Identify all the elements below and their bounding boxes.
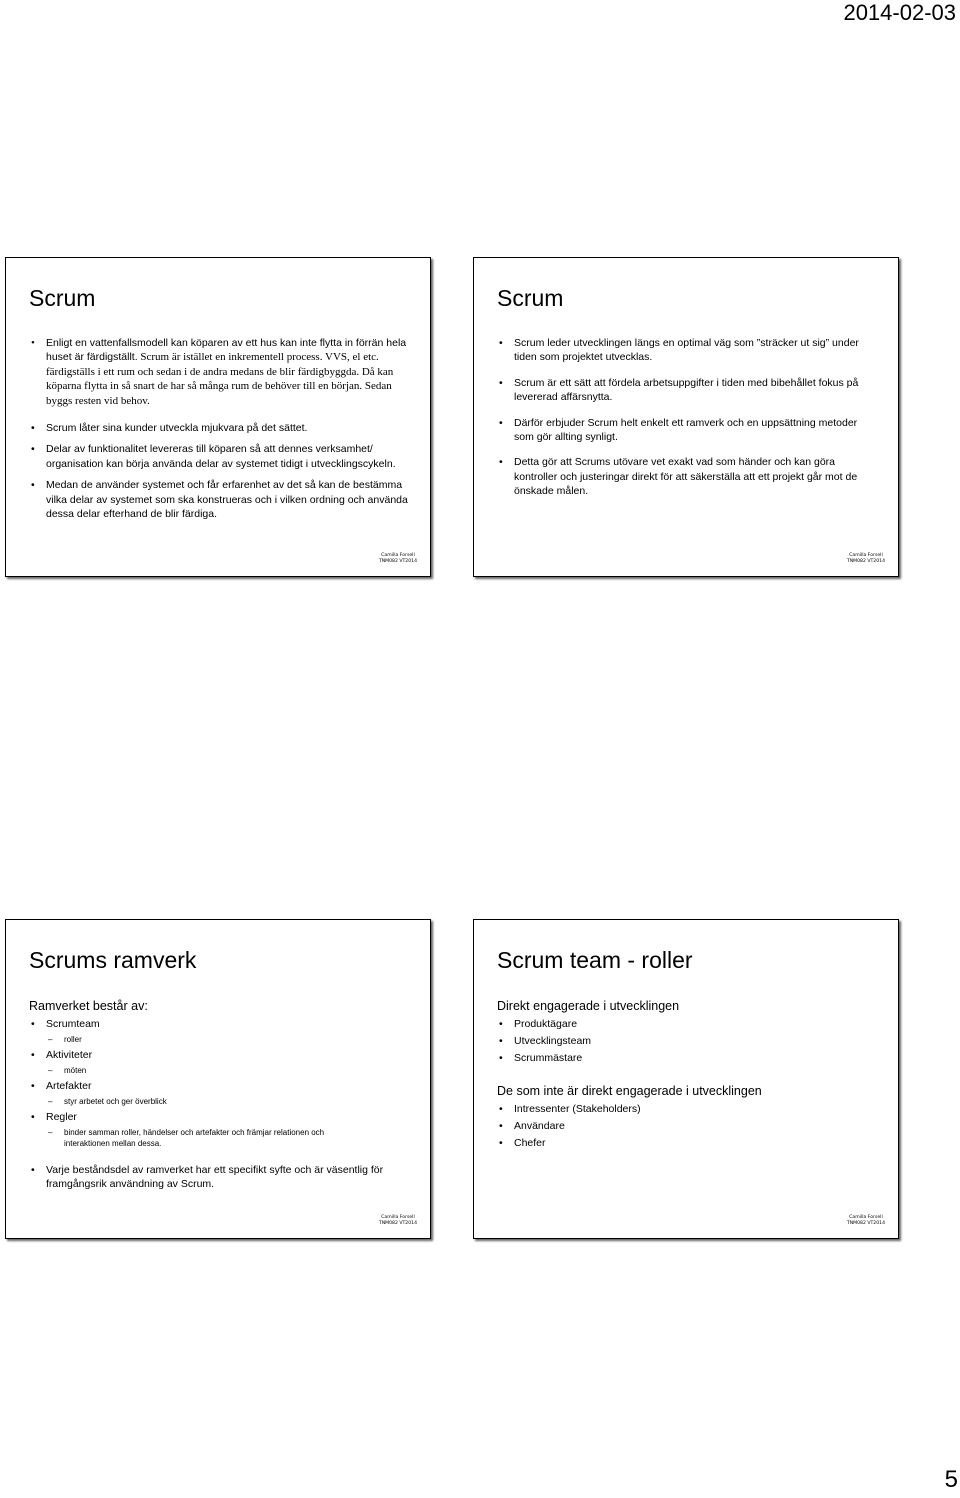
role-item: • Användare	[497, 1119, 877, 1133]
sub-item: – möten	[29, 1065, 409, 1076]
framework-intro: Ramverket består av:	[29, 999, 148, 1013]
sub-item: – roller	[29, 1034, 409, 1045]
list-item: • Regler	[29, 1110, 409, 1124]
role-item: • Chefer	[497, 1136, 877, 1150]
list-item: • Scrumteam	[29, 1017, 409, 1031]
slide-title: Scrum	[497, 285, 564, 311]
bullet: • Detta gör att Scrums utövare vet exakt vad som händer och kan göra kontroller och justeringar direkt för att säkerställa att ett projekt går mot de önskade målen.	[497, 455, 877, 498]
list-item: • Artefakter	[29, 1079, 409, 1093]
slide-footer: Camilla Forsell TNM082 VT2014	[846, 553, 885, 564]
slide-content	[29, 998, 409, 1199]
page-date: 2014-02-03	[843, 0, 956, 25]
sub-item: – binder samman roller, händelser och artefakter och främjar relationen och interaktionen mellan dessa.	[29, 1127, 409, 1149]
slide-content	[29, 336, 409, 528]
sub-item: – styr arbetet och ger överblick	[29, 1096, 409, 1107]
group-heading: De som inte är direkt engagerade i utvecklingen	[497, 1084, 762, 1098]
bullet: • Delar av funktionalitet levereras till köparen så att dennes verksamhet/ organisation kan börja använda delar av systemet tidigt i utvecklingscykeln.	[29, 442, 409, 471]
bullet: • Enligt en vattenfallsmodell kan köparen av ett hus kan inte flytta in förrän hela huset är färdigställt. Scrum är istället en inkrementell process. VVS, el etc. färdigställs i ett rum och sedan i de andra medans de blir färdigbyggda. Då kan köparna flytta in så snart de har så många rum de behöver till en början. Sedan byggs resten vid behov.	[29, 336, 409, 408]
bullet: • Scrum är ett sätt att fördela arbetsuppgifter i tiden med bibehållet fokus på levererad affärsnytta.	[497, 376, 877, 405]
page-number: 5	[944, 1466, 958, 1493]
slide-title: Scrum team - roller	[497, 947, 693, 973]
slide-1	[5, 257, 431, 577]
role-item: • Intressenter (Stakeholders)	[497, 1102, 877, 1116]
role-item: • Produktägare	[497, 1017, 877, 1031]
bullet: • Därför erbjuder Scrum helt enkelt ett ramverk och en uppsättning metoder som gör allting synligt.	[497, 416, 877, 445]
slide-title: Scrums ramverk	[29, 947, 197, 973]
slide-footer: Camilla Forsell TNM082 VT2014	[378, 553, 417, 564]
slide-footer: Camilla Forsell TNM082 VT2014	[378, 1215, 417, 1226]
bullet: • Medan de använder systemet och får erfarenhet av det så kan de bestämma vilka delar av systemet som ska konstrueras och i vilken ordning och använda dessa delar efterhand de blir färdiga.	[29, 478, 409, 521]
slide-2	[473, 257, 899, 577]
slide-title: Scrum	[29, 285, 96, 311]
slide-content	[497, 998, 877, 1150]
bullet: • Scrum låter sina kunder utveckla mjukvara på det sättet.	[29, 421, 409, 435]
slide-content	[497, 336, 877, 506]
group-heading: Direkt engagerade i utvecklingen	[497, 999, 680, 1013]
list-item: • Aktiviteter	[29, 1048, 409, 1062]
slide-footer: Camilla Forsell TNM082 VT2014	[846, 1215, 885, 1226]
slide-3	[5, 919, 431, 1239]
bullet: • Scrum leder utvecklingen längs en optimal väg som ”sträcker ut sig” under tiden som projektet utvecklas.	[497, 336, 877, 365]
role-item: • Scrummästare	[497, 1051, 877, 1065]
closing-bullet: • Varje beståndsdel av ramverket har ett specifikt syfte och är väsentlig för framgångsrik användning av Scrum.	[29, 1163, 409, 1192]
role-item: • Utvecklingsteam	[497, 1034, 877, 1048]
slide-4	[473, 919, 899, 1239]
